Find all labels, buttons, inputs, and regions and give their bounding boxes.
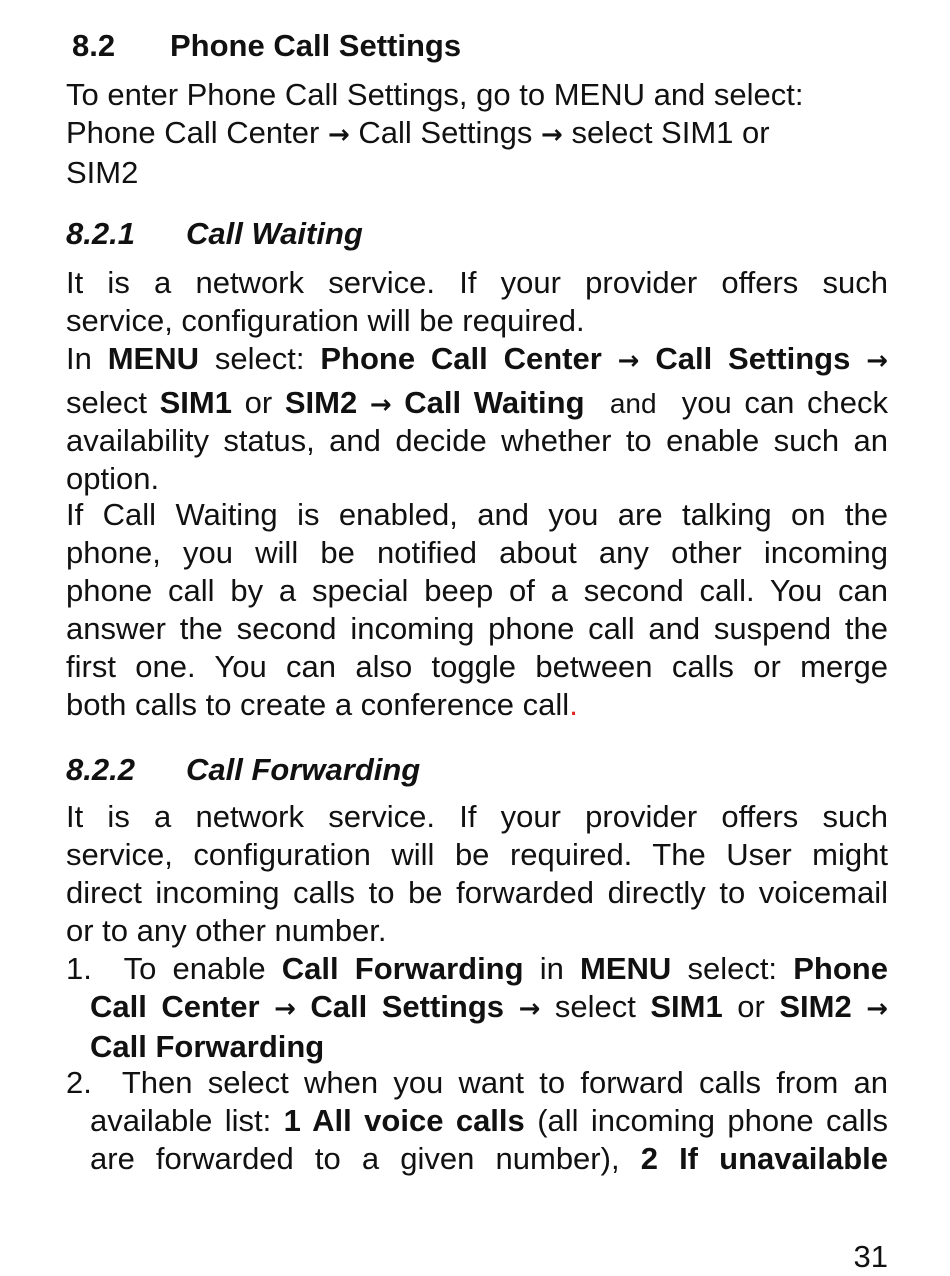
section-number: 8.2 — [72, 28, 116, 63]
text-line: first one. You can also toggle between calls or merge — [66, 649, 888, 684]
subsection-heading-call-forwarding — [66, 750, 420, 790]
text-line: option. — [66, 461, 160, 496]
intro-line-1: To enter Phone Call Settings, go to MENU and select: — [66, 77, 804, 112]
subsection-title: Call Waiting — [186, 216, 363, 251]
text-line: Call Forwarding — [90, 1029, 325, 1064]
text-line: It is a network service. If your provider offers such — [66, 265, 888, 300]
text-line: It is a network service. If your provider offers such — [66, 799, 888, 834]
arrow-icon: → — [866, 994, 889, 1024]
text-line: or to any other number. — [66, 913, 387, 948]
text-line: service, configuration will be required. — [66, 303, 585, 338]
text-line: available list: 1 All voice calls (all incoming phone calls — [90, 1103, 888, 1138]
intro-paragraph — [66, 76, 888, 192]
arrow-icon: → — [518, 994, 541, 1024]
text-line: phone call by a special beep of a second call. You can — [66, 573, 888, 608]
text-line: If Call Waiting is enabled, and you are talking on the — [66, 497, 888, 532]
text-line: availability status, and decide whether to enable such an — [66, 423, 888, 458]
arrow-icon: → — [541, 120, 563, 150]
call-waiting-paragraph-1 — [66, 264, 888, 340]
call-forwarding-list-item-2 — [66, 1064, 888, 1178]
subsection-heading-call-waiting — [66, 214, 363, 254]
text-line: phone, you will be notified about any other incoming — [66, 535, 888, 570]
arrow-icon: → — [274, 994, 296, 1024]
text-line: are forwarded to a given number), 2 If unavailable — [90, 1141, 888, 1176]
intro-line-3: SIM2 — [66, 155, 139, 190]
text-line: Call Center → Call Settings → select SIM1 or SIM2 → — [90, 989, 889, 1024]
section-heading — [72, 26, 461, 66]
subsection-number: 8.2.2 — [66, 752, 135, 787]
text-line: 2. Then select when you want to forward calls from an — [66, 1065, 888, 1100]
subsection-title: Call Forwarding — [186, 752, 421, 787]
text-line: select SIM1 or SIM2 → Call Waiting and you can check — [66, 385, 888, 420]
call-forwarding-list-item-1 — [66, 950, 888, 1066]
call-waiting-paragraph-2 — [66, 340, 888, 498]
arrow-icon: → — [617, 346, 640, 376]
arrow-icon: → — [866, 346, 888, 376]
text-line: In MENU select: Phone Call Center → Call Settings → — [66, 341, 888, 376]
arrow-icon: → — [327, 120, 350, 150]
intro-line-2: Phone Call Center → Call Settings → select SIM1 or — [66, 115, 770, 150]
text-line: answer the second incoming phone call and suspend the — [66, 611, 888, 646]
text-line: both calls to create a conference call. — [66, 687, 578, 722]
subsection-number: 8.2.1 — [66, 216, 135, 251]
call-waiting-paragraph-3 — [66, 496, 888, 724]
section-title: Phone Call Settings — [170, 28, 462, 63]
page-number: 31 — [853, 1239, 888, 1274]
text-line: service, configuration will be required. The User might — [66, 837, 888, 872]
text-line: 1. To enable Call Forwarding in MENU select: Phone — [66, 951, 888, 986]
arrow-icon: → — [369, 390, 392, 420]
text-line: direct incoming calls to be forwarded directly to voicemail — [66, 875, 888, 910]
call-forwarding-paragraph-1 — [66, 798, 888, 950]
